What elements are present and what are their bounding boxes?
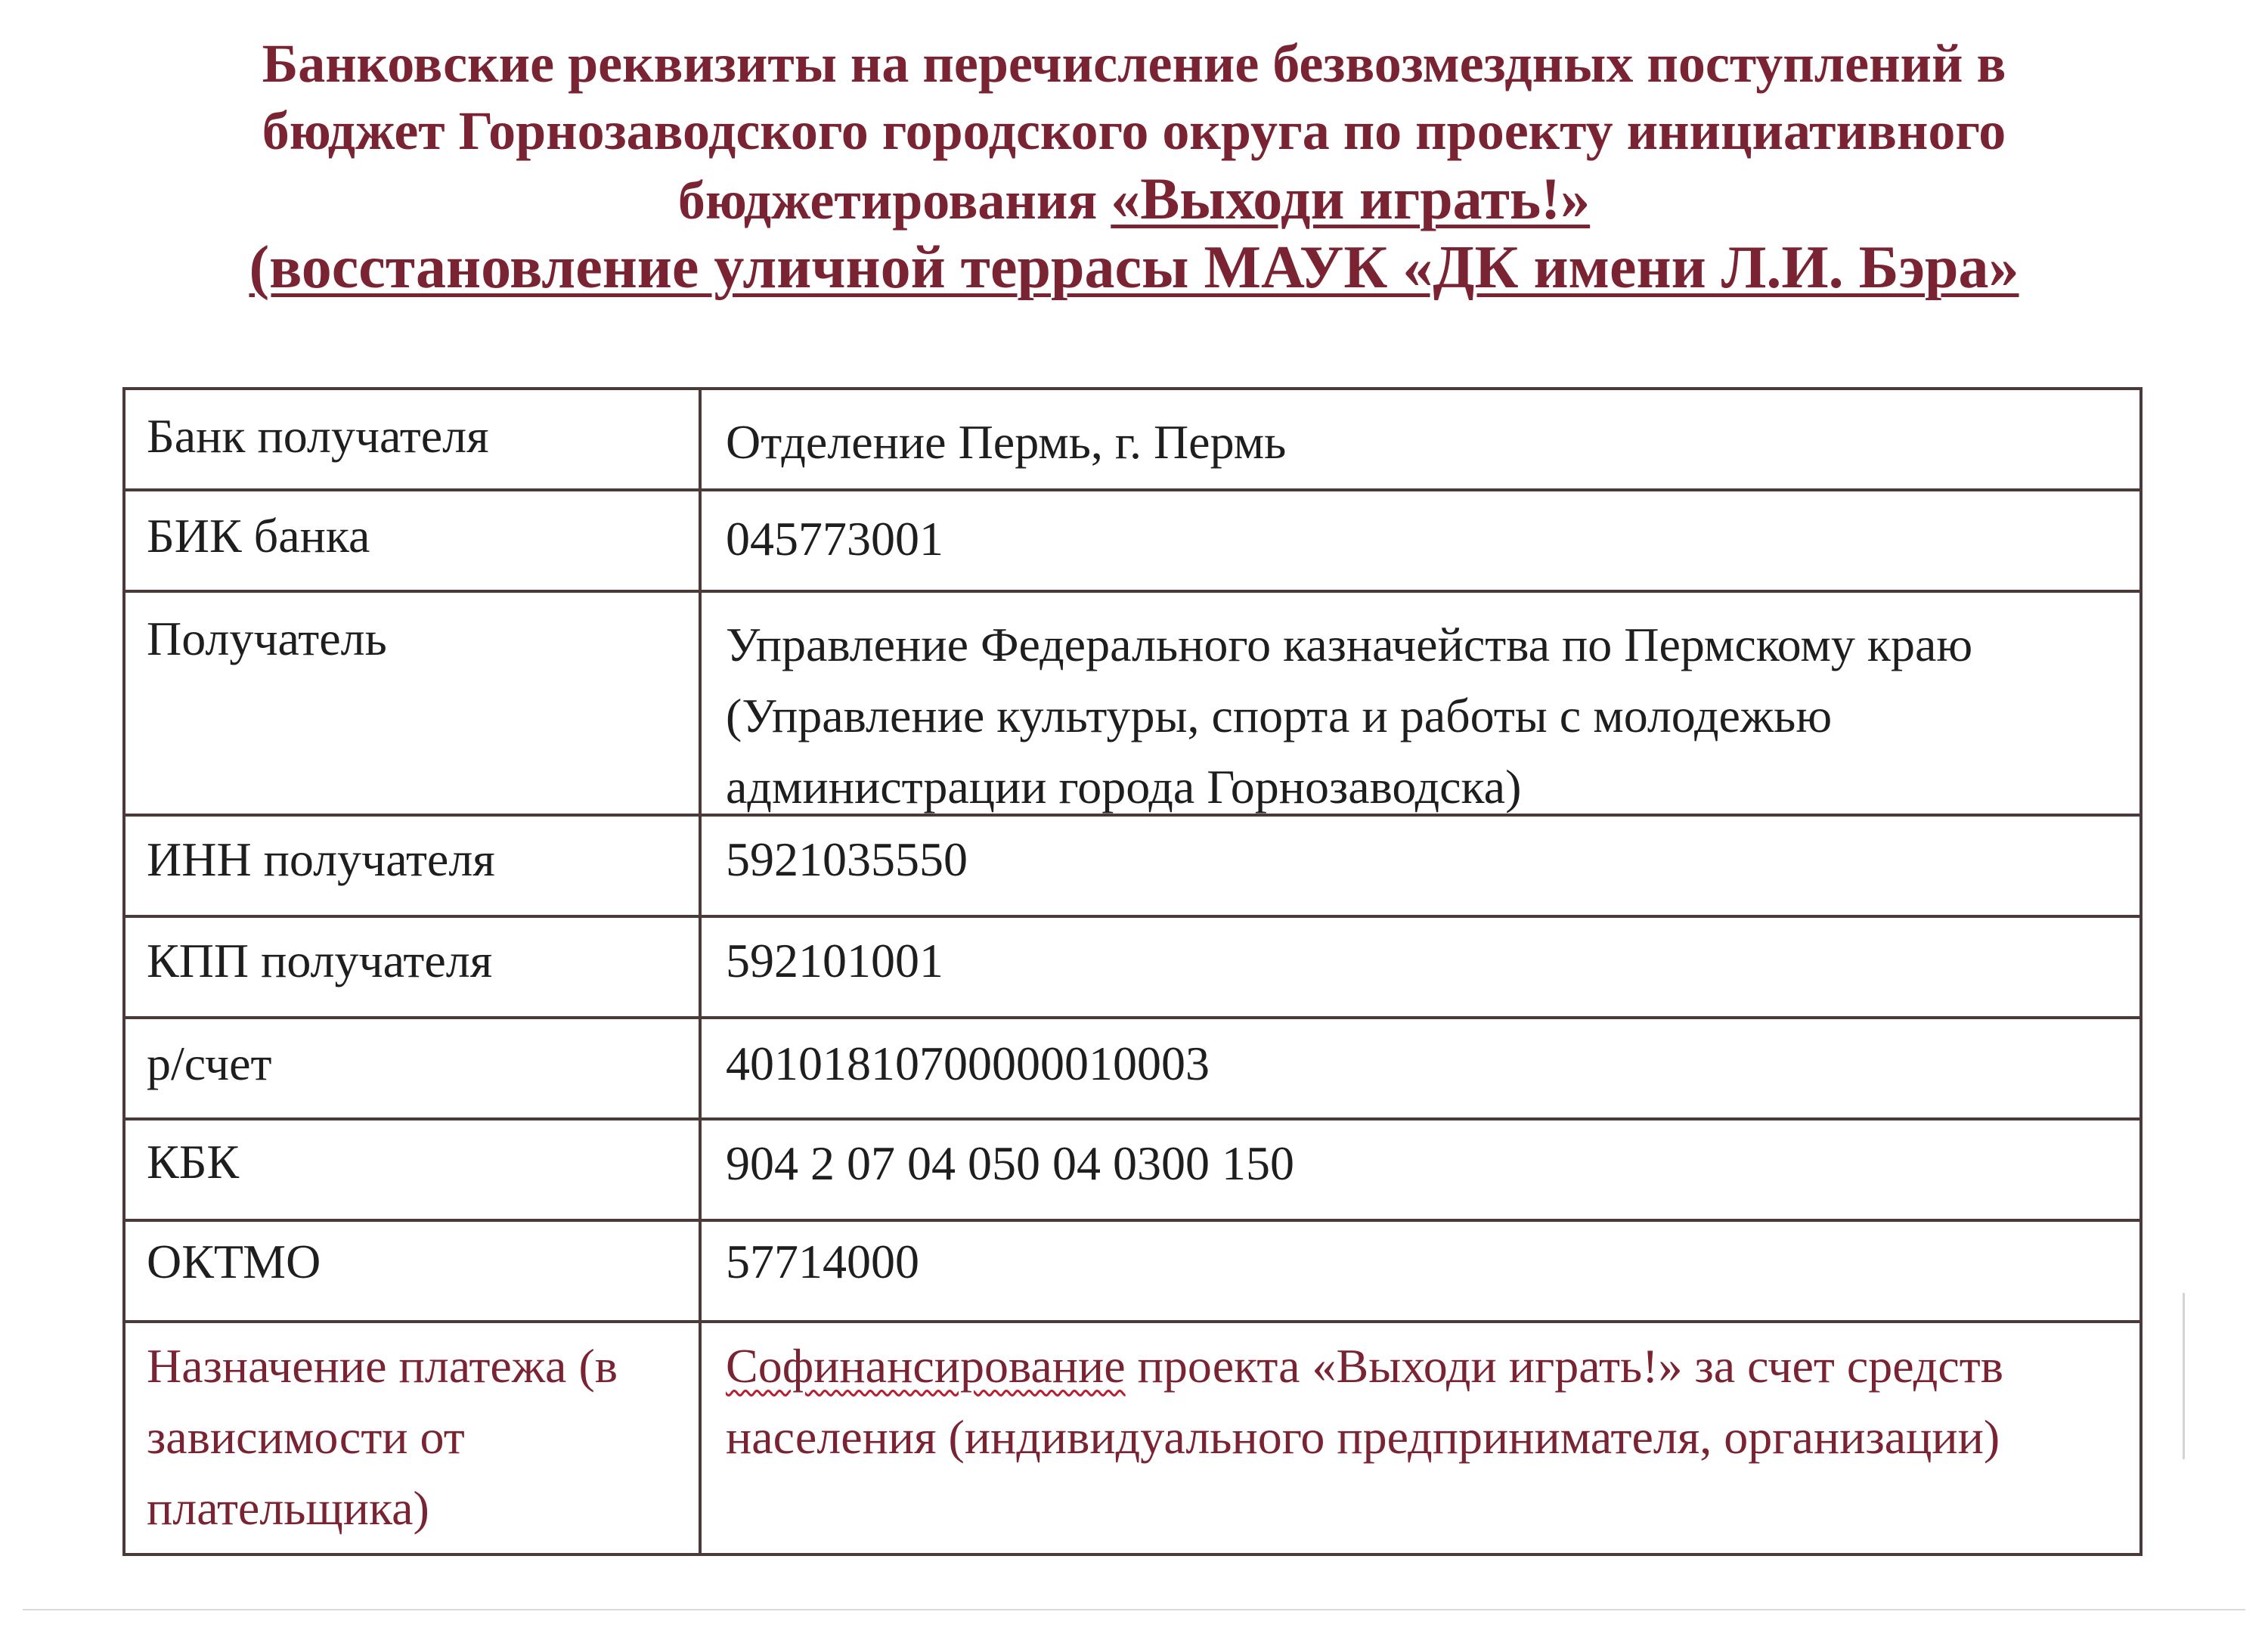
bank-details-table: [122, 387, 2143, 1556]
row-value: 5921035550: [726, 832, 968, 886]
table-row: [125, 491, 2139, 593]
row-label: р/счет: [147, 1037, 272, 1090]
title-line-1: Банковские реквизиты на перечисление безвозмездных поступлений в: [262, 33, 2006, 94]
purpose-label: Назначение платежа (в зависимости от плательщика): [147, 1339, 618, 1535]
row-value: 592101001: [726, 934, 943, 987]
table-row: [125, 918, 2139, 1019]
title-line-3: [113, 165, 2155, 234]
row-label: КБК: [147, 1135, 240, 1189]
row-value: 40101810700000010003: [726, 1037, 1210, 1090]
table-row: [125, 817, 2139, 918]
row-value: 57714000: [726, 1235, 919, 1288]
project-name: «Выходи играть!»: [1111, 166, 1591, 231]
table-row: [125, 1121, 2139, 1222]
title-line-2: бюджет Горнозаводского городского округа по проекту инициативного: [262, 101, 2006, 161]
table-row: [125, 1222, 2139, 1323]
row-label: КПП получателя: [147, 934, 493, 987]
table-row: [125, 1019, 2139, 1121]
table-row: [125, 390, 2139, 491]
row-value: Управление Федерального казначейства по Пермскому краю (Управление культуры, спорта и работы с молодежью администрации города Горнозаводска): [726, 618, 1973, 814]
row-label: Банк получателя: [147, 409, 489, 463]
document-title: [113, 30, 2155, 302]
row-value: 045773001: [726, 512, 943, 566]
purpose-value: [726, 1331, 2124, 1473]
purpose-value-rest: проекта «Выходи играть!» за счет средств населения (индивидуального предпринимателя, организации): [726, 1339, 2003, 1464]
scan-artifact: [2183, 1293, 2238, 1459]
row-label: ОКТМО: [147, 1235, 321, 1288]
title-line-3-prefix: бюджетирования: [677, 170, 1111, 231]
table-row-purpose: [125, 1323, 2139, 1553]
row-value: Отделение Пермь, г. Пермь: [726, 415, 1287, 469]
row-label: ИНН получателя: [147, 832, 495, 886]
spellcheck-word: Софинансирование: [726, 1339, 1126, 1393]
row-label: БИК банка: [147, 509, 370, 563]
table-row: [125, 593, 2139, 817]
row-label: Получатель: [147, 612, 387, 665]
title-line-4: (восстановление уличной террасы МАУК «ДК имени Л.И. Бэра»: [249, 234, 2019, 301]
page-edge-line: [23, 1609, 2245, 1610]
row-value: 904 2 07 04 050 04 0300 150: [726, 1136, 1294, 1190]
